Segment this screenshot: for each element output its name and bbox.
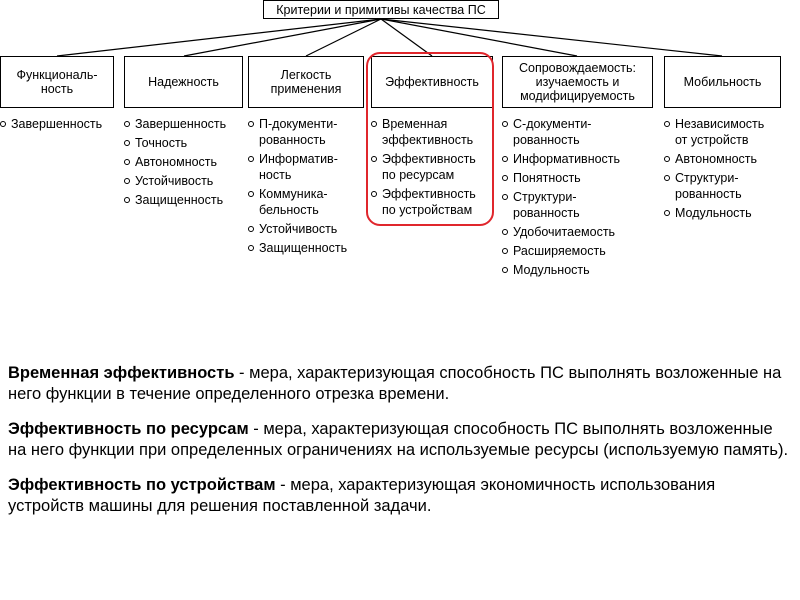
list-functionality [0, 116, 102, 135]
connector-line [57, 19, 381, 56]
bullet-icon [502, 121, 508, 127]
list-item: Эффективность по устройствам [371, 186, 476, 218]
list-item: Модульность [502, 262, 620, 278]
bullet-icon [371, 121, 377, 127]
definition-text: - мера, характеризующая экономичность использования устройств машины для решения поставленной задачи. [8, 476, 716, 515]
category-portability [664, 56, 781, 108]
bullet-icon [124, 178, 130, 184]
bullet-icon [502, 175, 508, 181]
definition-term: Эффективность по устройствам [8, 476, 276, 494]
bullet-icon [664, 156, 670, 162]
connector-line [306, 19, 381, 56]
connector-line [184, 19, 381, 56]
bullet-icon [248, 226, 254, 232]
category-label: Надежность [148, 75, 219, 89]
list-item: Защищенность [124, 192, 226, 208]
bullet-icon [502, 194, 508, 200]
bullet-icon [124, 159, 130, 165]
list-maintainability [502, 116, 620, 281]
bullet-icon [248, 156, 254, 162]
bullet-icon [124, 197, 130, 203]
root-box: Критерии и примитивы качества ПС [263, 0, 499, 19]
bullet-icon [371, 156, 377, 162]
connector-line [381, 19, 432, 56]
list-item: Эффективность по ресурсам [371, 151, 476, 183]
list-item: Модульность [664, 205, 764, 221]
list-item: Устойчивость [124, 173, 226, 189]
bullet-icon [371, 191, 377, 197]
list-item: Структури- рованность [502, 189, 620, 221]
definition-time-efficiency [8, 363, 793, 405]
bullet-icon [248, 191, 254, 197]
category-label: Эффективность [385, 75, 479, 89]
list-reliability [124, 116, 226, 211]
category-label: Легкость применения [270, 68, 342, 96]
definition-device-efficiency [8, 475, 793, 517]
list-item: Информатив- ность [248, 151, 347, 183]
bullet-icon [502, 248, 508, 254]
category-maintainability [502, 56, 653, 108]
list-item: Временная эффективность [371, 116, 476, 148]
definition-text: - мера, характеризующая способность ПС выполнять возложенные на него функции при определенных ограничениях на используемые ресурсы (используемую память). [8, 420, 789, 459]
definition-text: - мера, характеризующая способность ПС выполнять возложенные на него функции в течение определенного отрезка времени. [8, 364, 782, 403]
list-item: Понятность [502, 170, 620, 186]
list-item: Защищенность [248, 240, 347, 256]
list-item: Автономность [664, 151, 764, 167]
connector-line [381, 19, 577, 56]
list-item: Независимость от устройств [664, 116, 764, 148]
bullet-icon [248, 121, 254, 127]
category-reliability [124, 56, 243, 108]
list-efficiency [371, 116, 476, 221]
bullet-icon [124, 140, 130, 146]
list-item: Точность [124, 135, 226, 151]
bullet-icon [502, 267, 508, 273]
category-usability [248, 56, 364, 108]
list-item: Устойчивость [248, 221, 347, 237]
list-portability [664, 116, 764, 224]
category-functionality [0, 56, 114, 108]
bullet-icon [0, 121, 6, 127]
list-item: Удобочитаемость [502, 224, 620, 240]
category-label: Функциональ- ность [16, 68, 98, 96]
list-item: Информативность [502, 151, 620, 167]
definition-term: Эффективность по ресурсам [8, 420, 249, 438]
bullet-icon [502, 229, 508, 235]
category-label: Сопровождаемость: изучаемость и модифицируемость [518, 61, 637, 103]
list-usability [248, 116, 347, 259]
list-item: Автономность [124, 154, 226, 170]
list-item: Расширяемость [502, 243, 620, 259]
list-item: Структури- рованность [664, 170, 764, 202]
definition-term: Временная эффективность [8, 364, 235, 382]
bullet-icon [664, 175, 670, 181]
category-label: Мобильность [683, 75, 762, 89]
list-item: Завершенность [124, 116, 226, 132]
definition-resource-efficiency [8, 419, 793, 461]
list-item: Коммуника- бельность [248, 186, 347, 218]
list-item: Завершенность [0, 116, 102, 132]
bullet-icon [664, 121, 670, 127]
bullet-icon [124, 121, 130, 127]
bullet-icon [664, 210, 670, 216]
definitions [8, 363, 793, 531]
connector-line [381, 19, 722, 56]
list-item: П-документи- рованность [248, 116, 347, 148]
bullet-icon [248, 245, 254, 251]
list-item: С-документи- рованность [502, 116, 620, 148]
bullet-icon [502, 156, 508, 162]
